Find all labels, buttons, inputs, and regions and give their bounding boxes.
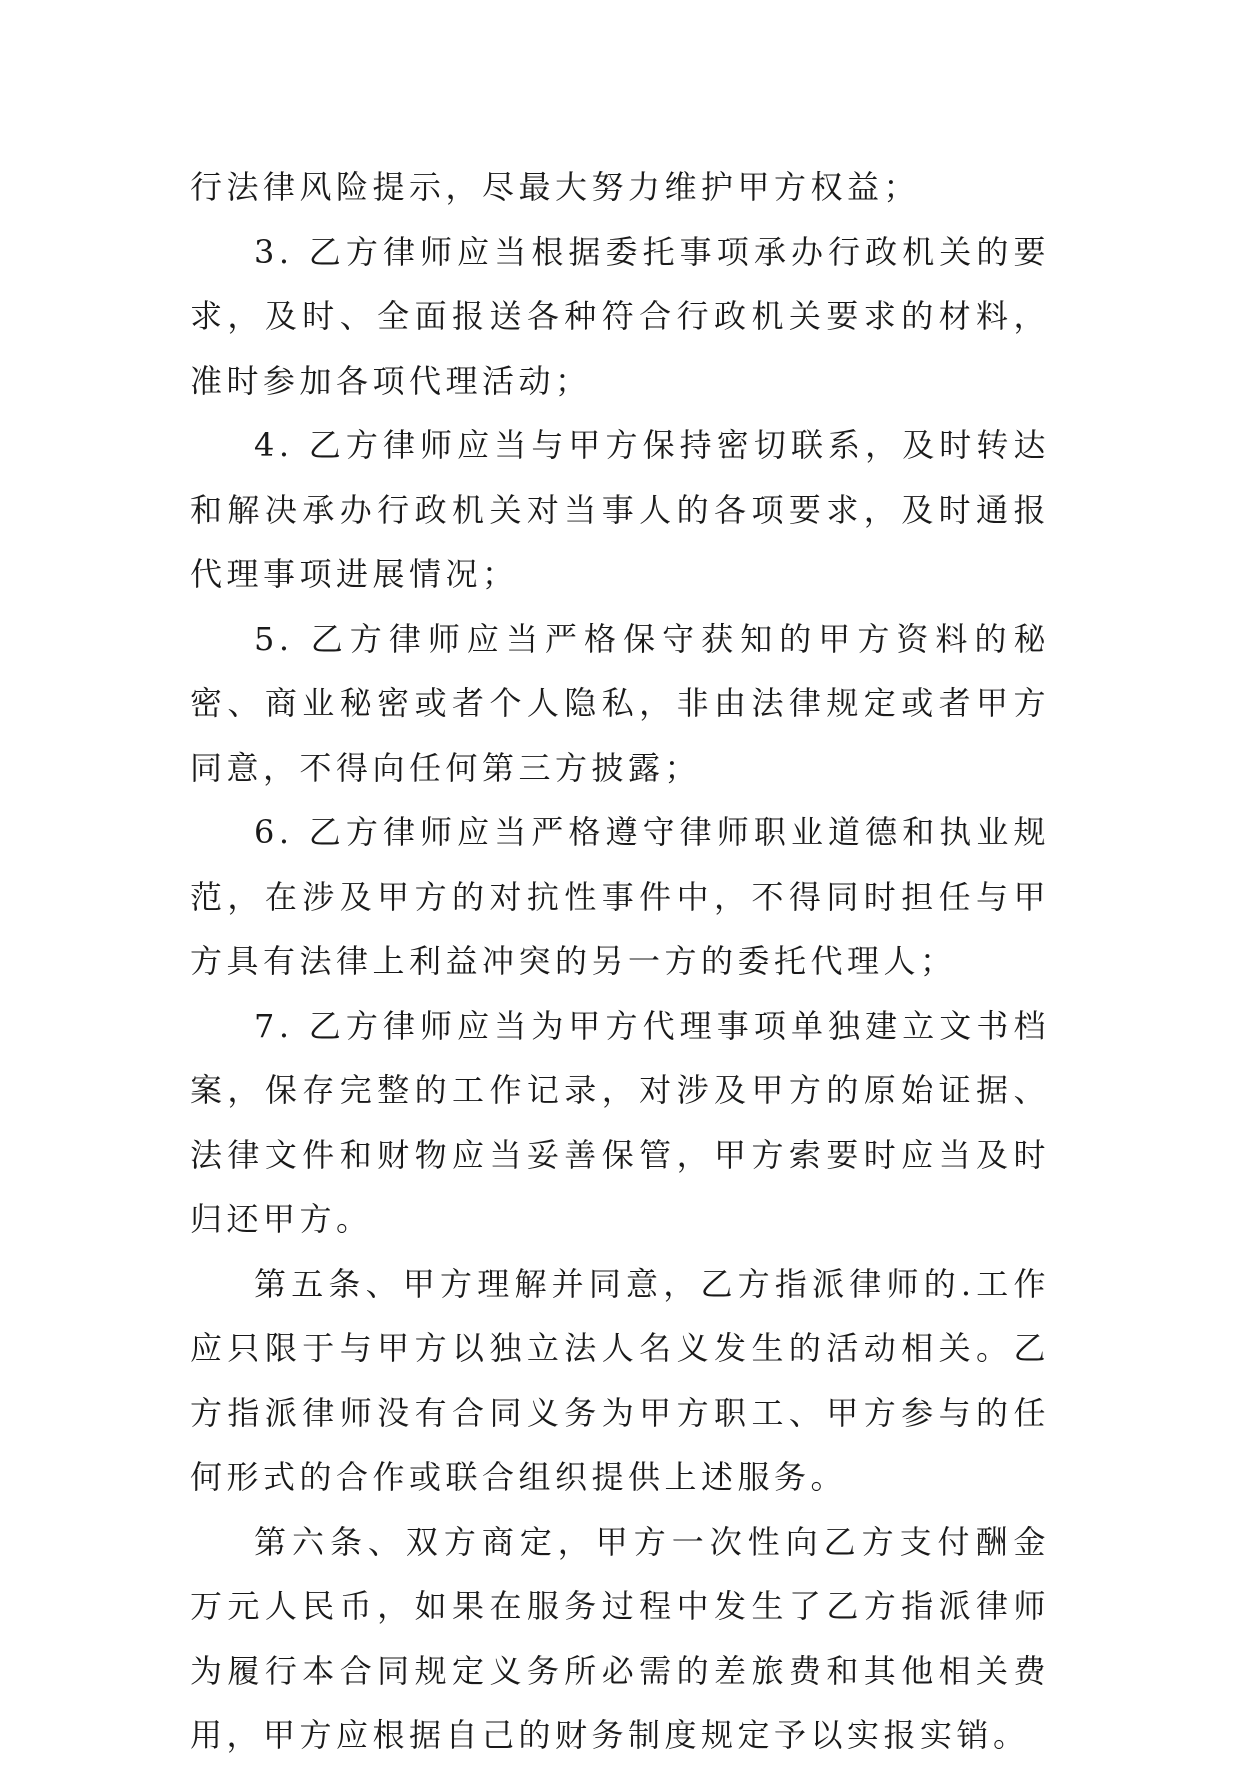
paragraph-continued: 行法律风险提示，尽最大努力维护甲方权益； <box>190 168 921 206</box>
paragraph-article-5: 第五条、甲方理解并同意，乙方指派律师的.工作应只限于与甲方以独立法人名义发生的活动相关。乙方指派律师没有合同义务为甲方职工、甲方参与的任何形式的合作或联合组织提供上述服务。 <box>190 1264 1050 1496</box>
document-body <box>190 155 1050 1768</box>
paragraph-item-3: 3. 乙方律师应当根据委托事项承办行政机关的要求，及时、全面报送各种符合行政机关要求的材料，准时参加各项代理活动； <box>190 232 1050 400</box>
paragraph-item-6: 6. 乙方律师应当严格遵守律师职业道德和执业规范，在涉及甲方的对抗性事件中，不得同时担任与甲方具有法律上利益冲突的另一方的委托代理人； <box>190 813 1050 980</box>
paragraph-item-5: 5. 乙方律师应当严格保守获知的甲方资料的秘密、商业秘密或者个人隐私，非由法律规定或者甲方同意，不得向任何第三方披露； <box>190 619 1050 787</box>
paragraph-item-4: 4. 乙方律师应当与甲方保持密切联系，及时转达和解决承办行政机关对当事人的各项要求，及时通报代理事项进展情况； <box>190 426 1050 593</box>
paragraph-item-7: 7. 乙方律师应当为甲方代理事项单独建立文书档案，保存完整的工作记录，对涉及甲方的原始证据、法律文件和财物应当妥善保管，甲方索要时应当及时归还甲方。 <box>190 1006 1050 1238</box>
paragraph-article-6: 第六条、双方商定，甲方一次性向乙方支付酬金 万元人民币，如果在服务过程中发生了乙方指派律师为履行本合同规定义务所必需的差旅费和其他相关费用，甲方应根据自己的财务制度规定予以实报实销。 <box>190 1522 1050 1754</box>
